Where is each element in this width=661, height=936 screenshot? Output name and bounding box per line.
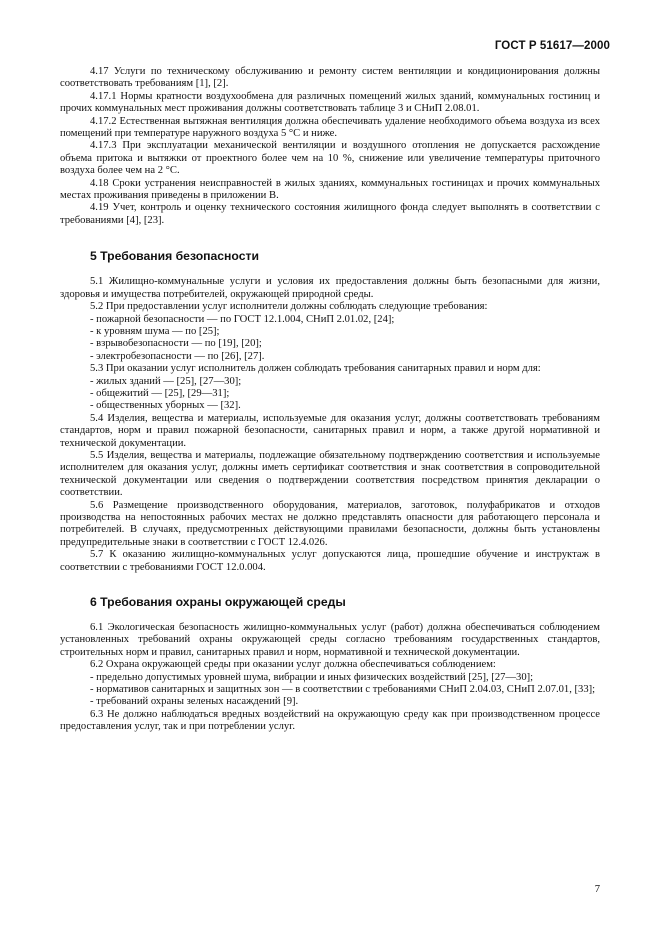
paragraph-4-18: 4.18 Сроки устранения неисправностей в жилых зданиях, коммунальных гостиницах и прочих коммунальных местах проживания приведены в приложении В. [60, 177, 600, 202]
list-item-5-3-restroom: - общественных уборных — [32]. [90, 400, 241, 412]
list-item-5-2-noise: - к уровням шума — по [25]; [90, 325, 220, 337]
section-6-title: 6 Требования охраны окружающей среды [90, 595, 346, 610]
paragraph-6-1: 6.1 Экологическая безопасность жилищно-коммунальных услуг (работ) должна обеспечиваться соблюдением установленных требований охраны окружающей среды согласно требованиям государственных стандартов, строительных норм и правил, санитарных правил и норм, нормативной и технической документации. [60, 622, 600, 658]
page-number: 7 [594, 884, 600, 895]
page-body [60, 66, 600, 734]
paragraph-5-2: 5.2 При предоставлении услуг исполнители должны соблюдать следующие требования: [90, 301, 488, 313]
paragraph-4-17-3: 4.17.3 При эксплуатации механической вентиляции и воздушного отопления не допускается расхождение объема притока и вытяжки от проектного более чем на 10 %, снижение или увеличение температуры приточного воздуха более чем на 2 °С. [60, 140, 600, 177]
list-item-6-2-zones: - нормативов санитарных и защитных зон — в соответствии с требованиями СНиП 2.04.03, СНиП 2.07.01, [33]; [90, 684, 596, 696]
paragraph-5-1: 5.1 Жилищно-коммунальные услуги и условия их предоставления должны быть безопасными для жизни, здоровья и имущества потребителей, окружающей природной среды. [60, 276, 600, 300]
section-5-title: 5 Требования безопасности [90, 249, 259, 264]
list-item-6-2-noise: - предельно допустимых уровней шума, вибрации и иных физических воздействий [25], [27—30]; [90, 671, 534, 683]
paragraph-5-5: 5.5 Изделия, вещества и материалы, подлежащие обязательному подтверждению соответствия и используемые исполнителем для оказания услуг, должны иметь сертификат соответствия и знак соответствия в сопроводительной технической документации или сведения о подтверждении соответствия посредством принятия декларации о соответствии. [60, 449, 600, 499]
list-item-5-2-explosion: - взрывобезопасности — по [19], [20]; [90, 338, 262, 350]
paragraph-5-4: 5.4 Изделия, вещества и материалы, используемые для оказания услуг, должны соответствовать требованиям стандартов, норм и правил пожарной безопасности, санитарных правил и норм, а также другой нормативной и технической документации. [60, 412, 600, 449]
paragraph-6-3: 6.3 Не должно наблюдаться вредных воздействий на окружающую среду как при производственном процессе предоставления услуг, так и при потреблении услуг. [60, 708, 600, 733]
list-item-5-2-fire: - пожарной безопасности — по ГОСТ 12.1.004, СНиП 2.01.02, [24]; [90, 313, 395, 325]
paragraph-5-6: 5.6 Размещение производственного оборудования, материалов, заготовок, полуфабрикатов и отходов производства на непостоянных рабочих местах не должно представлять опасности для работающего персонала и потребителей. В случаях, предусмотренных действующими правилами безопасности, должны быть установлены предупредительные знаки в соответствии с ГОСТ 12.4.026. [60, 499, 600, 548]
paragraph-5-7: 5.7 К оказанию жилищно-коммунальных услуг допускаются лица, прошедшие обучение и инструктаж в соответствии с требованиями ГОСТ 12.0.004. [60, 549, 600, 573]
paragraph-5-3: 5.3 При оказании услуг исполнитель должен соблюдать требования санитарных правил и норм для: [90, 363, 541, 375]
list-item-6-2-green: - требований охраны зеленых насаждений [9]. [90, 696, 299, 708]
paragraph-6-2: 6.2 Охрана окружающей среды при оказании услуг должна обеспечиваться соблюдением: [90, 659, 496, 671]
list-item-5-3-residential: - жилых зданий — [25], [27—30]; [90, 375, 242, 387]
list-item-5-3-dormitory: - общежитий — [25], [29—31]; [90, 387, 230, 399]
paragraph-4-17: 4.17 Услуги по техническому обслуживанию и ремонту систем вентиляции и кондиционирования должны соответствовать требованиям [1], [2]. [60, 66, 600, 90]
paragraph-4-17-1: 4.17.1 Нормы кратности воздухообмена для различных помещений жилых зданий, коммунальных гостиниц и прочих коммунальных мест проживания должны соответствовать таблице 3 и СНиП 2.08.01. [60, 90, 600, 115]
paragraph-4-17-2: 4.17.2 Естественная вытяжная вентиляция должна обеспечивать удаление необходимого объема воздуха из всех помещений при температуре наружного воздуха 5 °С и ниже. [60, 115, 600, 140]
list-item-5-2-electric: - электробезопасности — по [26], [27]. [90, 350, 265, 362]
paragraph-4-19: 4.19 Учет, контроль и оценку технического состояния жилищного фонда следует выполнять в соответствии с требованиями [4], [23]. [60, 202, 600, 226]
standard-designation: ГОСТ Р 51617—2000 [494, 40, 610, 52]
